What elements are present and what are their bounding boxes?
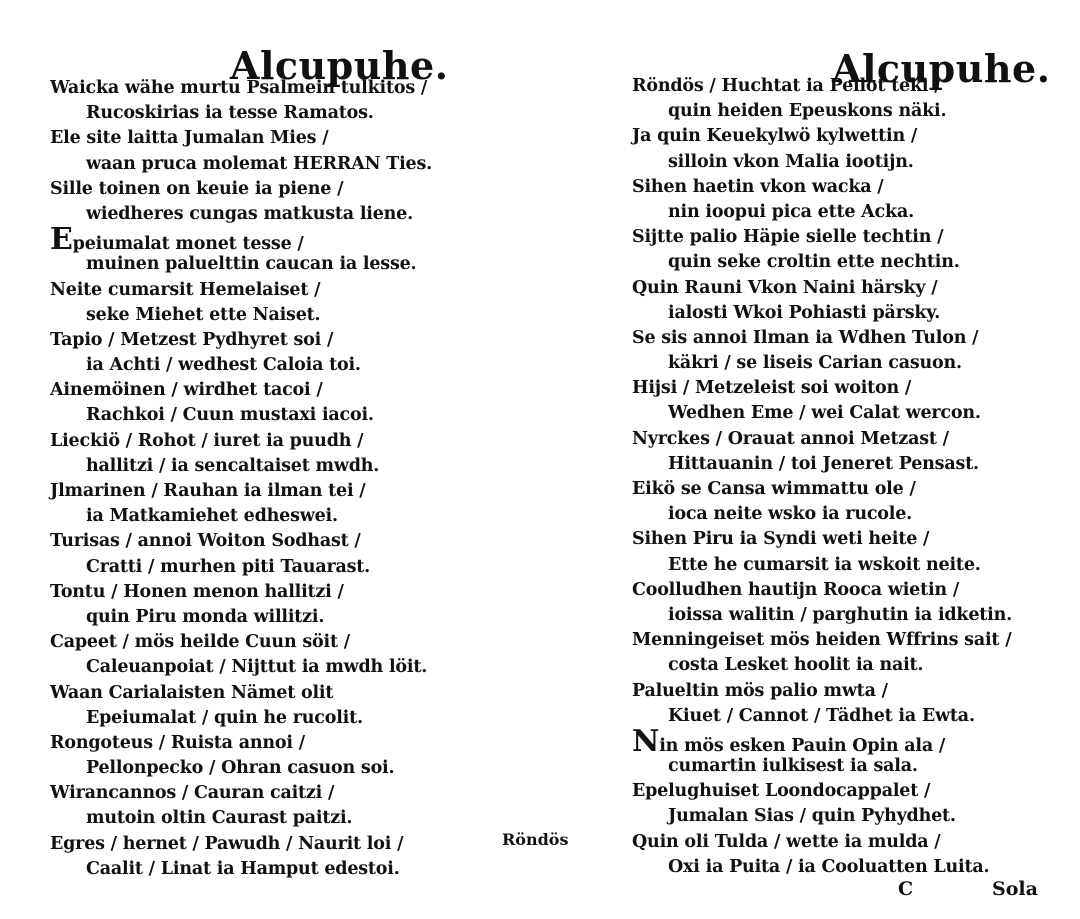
verse-line: costa Lesket hoolit ia nait. [668,655,924,676]
verse-line: Ja quin Keuekylwö kylwettin / [632,126,918,147]
verse-line: Rachkoi / Cuun mustaxi iacoi. [86,405,374,426]
verse-line: quin Piru monda willitzi. [86,606,325,627]
verse-line: quin seke croltin ette nechtin. [668,252,960,273]
verse-line: Waicka wähe murtu Psalmein tulkitos / [50,78,428,98]
verse-line: Kiuet / Cannot / Tädhet ia Ewta. [668,705,975,726]
page-title: Alcupuhe. [230,43,449,89]
verse-line: Egres / hernet / Pawudh / Naurit loi / [50,833,404,854]
verse-line: ia Achti / wedhest Caloia toi. [86,355,361,376]
verse-line: Rucoskirias ia tesse Ramatos. [86,103,374,124]
verse-line: Ette he cumarsit ia wskoit neite. [668,554,981,575]
verse-line: Eikö se Cansa wimmattu ole / [632,479,916,499]
catchword: Röndös [502,830,569,849]
verse-line: Wirancannos / Cauran caitzi / [50,783,335,804]
verse-line: nin ioopui pica ette Acka. [668,201,914,222]
verse-line: Rongoteus / Ruista annoi / [50,732,305,753]
verse-line: Caleuanpoiat / Nijttut ia mwdh löit. [86,657,428,678]
verse-line: Capeet / mös heilde Cuun söit / [50,632,350,653]
verse-line: Sille toinen on keuie ia piene / [50,178,344,199]
verse-line: Epelughuiset Loondocappalet / [632,781,931,802]
verse-line: Nin mös esken Pauin Opin ala / [632,723,946,759]
verse-line: Se sis annoi Ilman ia Wdhen Tulon / [632,327,979,348]
right-page [540,0,1080,919]
verse-line: Neite cumarsit Hemelaiset / [50,279,321,300]
verse-line: Tontu / Honen menon hallitzi / [50,581,344,602]
catchword: Sola [992,878,1038,900]
verse-line: wiedheres cungas matkusta liene. [86,203,413,224]
verse-line: ia Matkamiehet edheswei. [86,506,338,527]
verse-line: Ele site laitta Jumalan Mies / [50,128,329,149]
verse-line: Ainemöinen / wirdhet tacoi / [50,380,323,401]
verse-line: cumartin iulkisest ia sala. [668,756,918,777]
verse-line: seke Miehet ette Naiset. [86,304,321,325]
verse-line: Caalit / Linat ia Hamput edestoi. [86,858,400,879]
verse-line: muinen paluelttin caucan ia lesse. [86,254,417,275]
signature-mark: C [898,878,914,900]
verse-line: Cratti / murhen piti Tauarast. [86,556,371,577]
verse-line: Sihen Piru ia Syndi weti heite / [632,529,930,550]
verse-line: waan pruca molemat HERRAN Ties. [86,153,433,174]
verse-line: Wedhen Eme / wei Calat wercon. [668,403,981,424]
verse-line: Jlmarinen / Rauhan ia ilman tei / [50,481,366,501]
verse-line: Sijtte palio Häpie sielle techtin / [632,227,944,248]
verse-line: silloin vkon Malia iootijn. [668,151,914,172]
verse-line: käkri / se liseis Carian casuon. [668,353,962,374]
verse-line: Epeiumalat monet tesse / [50,222,304,258]
verse-line: Waan Carialaisten Nämet olit [50,682,334,703]
verse-line: Oxi ia Puita / ia Cooluatten Luita. [668,856,990,877]
verse-line: Jumalan Sias / quin Pyhydhet. [668,806,956,827]
verse-line: Hijsi / Metzeleist soi woiton / [632,378,912,399]
verse-list [632,74,1012,880]
verse-line: hallitzi / ia sencaltaiset mwdh. [86,455,380,476]
verse-line: Röndös / Huchtat ia Pellot teki / [632,76,941,96]
verse-line: ialosti Wkoi Pohiasti pärsky. [668,302,941,323]
verse-line: Sihen haetin vkon wacka / [632,176,884,197]
verse-line: quin heiden Epeuskons näki. [668,101,947,122]
verse-line: Palueltin mös palio mwta / [632,680,888,701]
verse-line: Quin Rauni Vkon Naini härsky / [632,277,938,298]
verse-line: Turisas / annoi Woiton Sodhast / [50,531,361,552]
verse-list [50,76,432,882]
verse-line: Hittauanin / toi Jeneret Pensast. [668,453,979,474]
page-title: Alcupuhe. [832,46,1051,92]
verse-line: ioissa walitin / parghutin ia idketin. [668,604,1013,625]
verse-line: mutoin oltin Caurast paitzi. [86,808,353,829]
verse-line: Coolludhen hautijn Rooca wietin / [632,579,960,600]
verse-line: Nyrckes / Orauat annoi Metzast / [632,428,949,449]
verse-line: Pellonpecko / Ohran casuon soi. [86,758,395,779]
verse-line: Epeiumalat / quin he rucolit. [86,707,363,728]
verse-line: ioca neite wsko ia rucole. [668,504,913,525]
verse-line: Menningeiset mös heiden Wffrins sait / [632,630,1012,651]
verse-line: Quin oli Tulda / wette ia mulda / [632,831,941,852]
verse-line: Tapio / Metzest Pydhyret soi / [50,329,334,350]
verse-line: Lieckiö / Rohot / iuret ia puudh / [50,430,364,451]
